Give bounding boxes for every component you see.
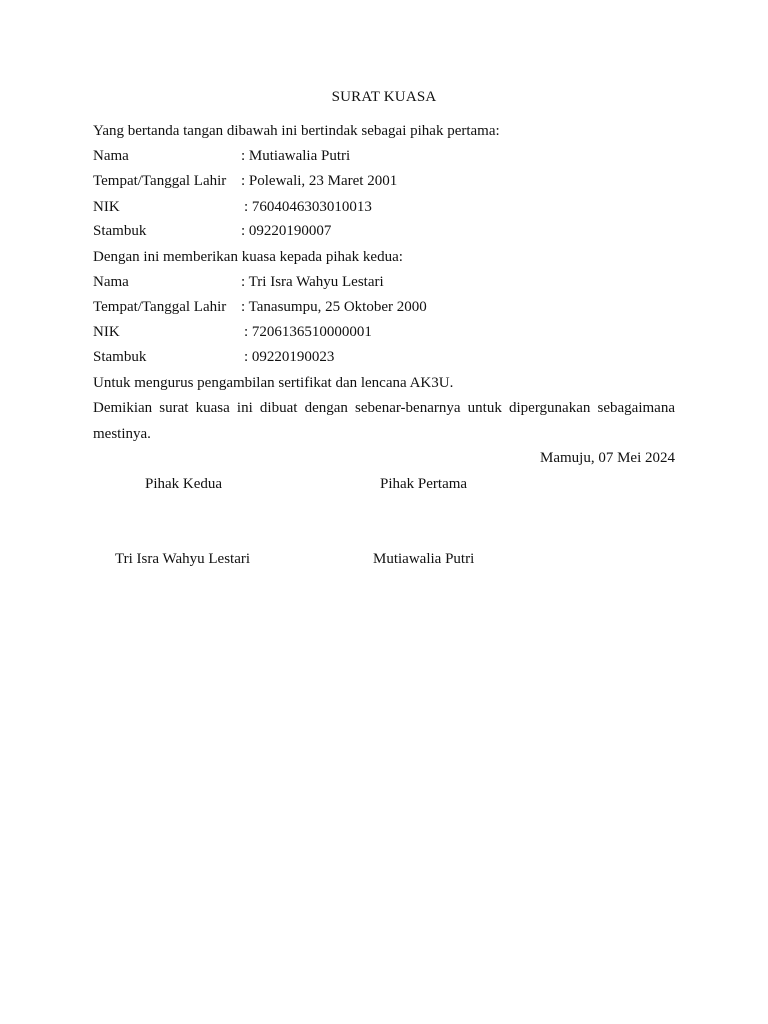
first-party-stambuk-label: Stambuk (93, 223, 147, 239)
second-party-name-label: Nama (93, 274, 129, 290)
signature-name-right: Mutiawalia Putri (373, 551, 475, 567)
intro-second-party: Dengan ini memberikan kuasa kepada pihak kedua: (93, 249, 403, 265)
first-party-name-value: : Mutiawalia Putri (241, 148, 351, 164)
second-party-stambuk-value: : 09220190023 (244, 349, 335, 365)
second-party-birth-value: : Tanasumpu, 25 Oktober 2000 (241, 299, 427, 315)
second-party-nik-value: : 7206136510000001 (244, 324, 372, 340)
first-party-birth-label: Tempat/Tanggal Lahir (93, 173, 227, 189)
first-party-name-label: Nama (93, 148, 129, 164)
first-party-birth-value: : Polewali, 23 Maret 2001 (241, 173, 398, 189)
intro-first-party: Yang bertanda tangan dibawah ini bertindak sebagai pihak pertama: (93, 123, 500, 139)
purpose-statement: Untuk mengurus pengambilan sertifikat dan lencana AK3U. (93, 375, 454, 391)
second-party-stambuk-label: Stambuk (93, 349, 147, 365)
second-party-name-value: : Tri Isra Wahyu Lestari (241, 274, 384, 290)
second-party-nik-label: NIK (93, 324, 120, 340)
signature-name-left: Tri Isra Wahyu Lestari (115, 551, 251, 567)
second-party-birth-label: Tempat/Tanggal Lahir (93, 299, 227, 315)
signature-role-left: Pihak Kedua (145, 476, 223, 492)
closing-statement-line1: Demikian surat kuasa ini dibuat dengan sebenar-benarnya untuk dipergunakan sebagaimana (93, 400, 675, 416)
closing-statement-line2: mestinya. (93, 426, 151, 442)
first-party-nik-label: NIK (93, 199, 120, 215)
first-party-stambuk-value: : 09220190007 (241, 223, 332, 239)
document-title: SURAT KUASA (331, 89, 437, 105)
first-party-nik-value: : 7604046303010013 (244, 199, 372, 215)
signature-role-right: Pihak Pertama (380, 476, 468, 492)
place-and-date: Mamuju, 07 Mei 2024 (540, 450, 675, 466)
